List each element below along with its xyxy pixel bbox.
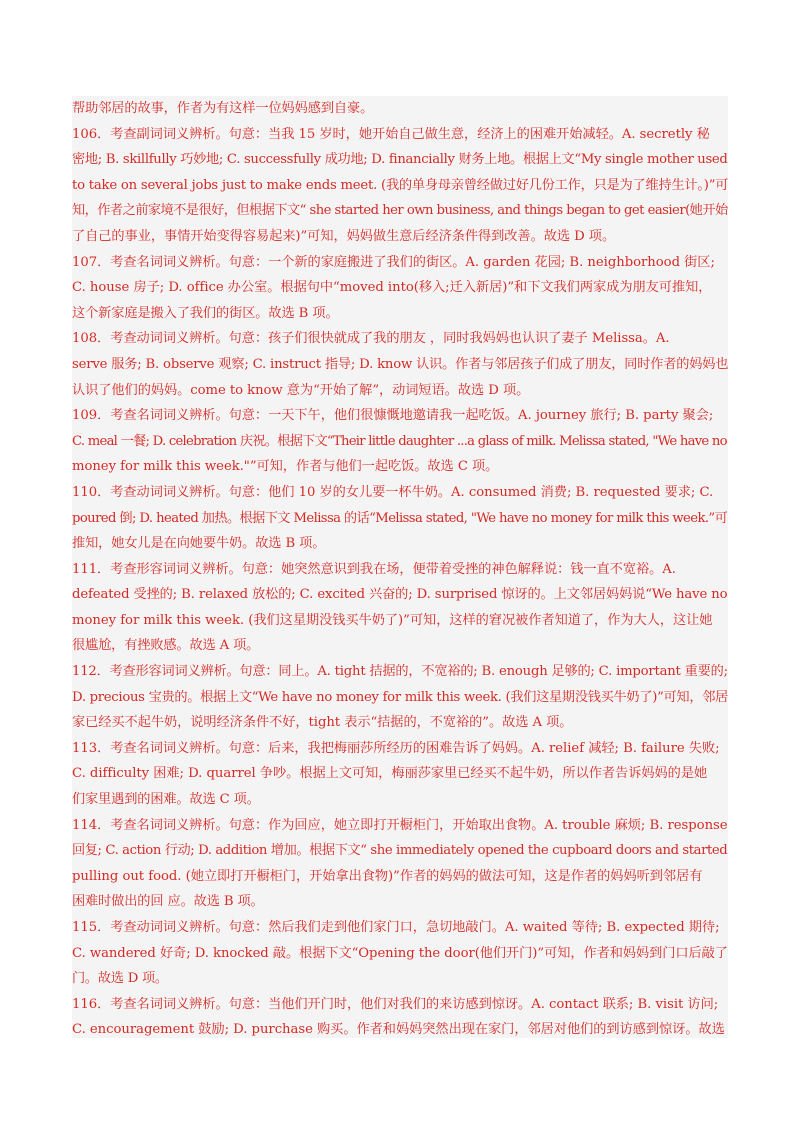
- text-line: 109．考查名词词义辨析。句意：一天下午，他们很慷慨地邀请我一起吃饭。A. journey 旅行; B. party 聚会;: [72, 408, 714, 424]
- text-line: pulling out food. (她立即打开橱柜门，开始拿出食物)”作者的妈妈的做法可知，这是作者的妈妈听到邻居有: [72, 868, 703, 884]
- text-line: to take on several jobs just to make ends meet. (我的单身母亲曾经做过好几份工作，只是为了维持生计。)”可: [72, 177, 728, 193]
- text-line: 困难时做出的回 应。故选 B 项。: [72, 894, 264, 910]
- text-line: C. wandered 好奇; D. knocked 敲。根据下文“Opening the door(他们开门)”可知，作者和妈妈到门口后敲了: [72, 945, 728, 961]
- text-line: 推知，她女儿是在向她要牛奶。故选 B 项。: [72, 536, 326, 552]
- text-line: 很尴尬，有挫败感。故选 A 项。: [72, 638, 260, 654]
- text-line: C. encouragement 鼓励; D. purchase 购买。作者和妈妈突然出现在家门，邻居对他们的到访感到惊讶。故选: [72, 1022, 725, 1038]
- text-line: D. precious 宝贵的。根据上文“We have no money for milk this week. (我们这星期没钱买牛奶了)”可知，邻居: [72, 689, 728, 705]
- text-line: 106．考查副词词义辨析。句意：当我 15 岁时，她开始自己做生意，经济上的困难开始减轻。A. secretly 秘: [72, 126, 710, 142]
- text-line: 115．考查动词词义辨析。句意：然后我们走到他们家门口，急切地敲门。A. waited 等待; B. expected 期待;: [72, 920, 720, 935]
- text-line: money for milk this week."”可知，作者与他们一起吃饭。故选 C 项。: [72, 459, 499, 475]
- document-page: [72, 96, 728, 1038]
- text-line: 了自己的事业，事情开始变得容易起来)”可知，妈妈做生意后经济条件得到改善。故选 D 项。: [72, 228, 616, 244]
- text-line: 这个新家庭是搬入了我们的街区。故选 B 项。: [72, 305, 339, 321]
- text-line: 108．考查动词词义辨析。句意：孩子们很快就成了我的朋友 ，同时我妈妈也认识了妻子 Melissa。A.: [72, 331, 670, 347]
- text-line: 111．考查形容词词义辨析。句意：她突然意识到我在场，便带着受挫的神色解释说：钱一直不宽裕。A.: [72, 561, 676, 577]
- text-line: C. house 房子; D. office 办公室。根据句中“moved into(移入;迁入新居)”和下文我们两家成为朋友可推知，: [72, 280, 712, 296]
- text-line: 们家里遇到的困难。故选 C 项。: [72, 792, 260, 808]
- text-line: 门。故选 D 项。: [72, 971, 168, 987]
- text-line: 112．考查形容词词义辨析。句意：同上。A. tight 拮据的，不宽裕的; B. enough 足够的; C. important 重要的;: [72, 664, 728, 680]
- text-line: 认识了他们的妈妈。come to know 意为“开始了解”，动词短语。故选 D 项。: [72, 382, 530, 398]
- text-line: 知，作者之前家境不是很好，但根据下文“ she started her own business, and things began to get easier(她开始: [72, 203, 728, 219]
- text-line: 113．考查名词词义辨析。句意：后来，我把梅丽莎所经历的困难告诉了妈妈。A. relief 减轻; B. failure 失败;: [72, 740, 720, 756]
- text-line: money for milk this week. (我们这星期没钱买牛奶了)”可知，这样的窘况被作者知道了，作为大人，这让她: [72, 612, 713, 628]
- text-line: poured 倒; D. heated 加热。根据下文 Melissa 的话“Melissa stated, "We have no money for milk this week.”可: [72, 510, 728, 526]
- text-line: 110．考查动词词义辨析。句意：他们 10 岁的女儿要一杯牛奶。A. consumed 消费; B. requested 要求; C.: [72, 484, 714, 500]
- text-line: 帮助邻居的故事，作者为有这样一位妈妈感到自豪。: [72, 101, 374, 116]
- text-line: defeated 受挫的; B. relaxed 放松的; C. excited 兴奋的; D. surprised 惊讶的。上文邻居妈妈说“We have no: [72, 587, 728, 603]
- text-line: serve 服务; B. observe 观察; C. instruct 指导; D. know 认识。作者与邻居孩子们成了朋友，同时作者的妈妈也: [72, 356, 728, 372]
- text-line: C. meal 一餐; D. celebration 庆祝。根据下文“Their little daughter ...a glass of milk. Melissa stated, "We have no: [72, 433, 727, 449]
- text-line: 家已经买不起牛奶，说明经济条件不好，tight 表示“拮据的，不宽裕的”。故选 A 项。: [72, 715, 573, 731]
- text-line: 116．考查名词词义辨析。句意：当他们开门时，他们对我们的来访感到惊讶。A. contact 联系; B. visit 访问;: [72, 996, 719, 1012]
- text-line: 回复; C. action 行动; D. addition 增加。根据下文“ she immediately opened the cupboard doors and started: [72, 843, 728, 859]
- text-line: C. difficulty 困难; D. quarrel 争吵。根据上文可知，梅丽莎家里已经买不起牛奶，所以作者告诉妈妈的是她: [72, 766, 708, 782]
- text-line: 114．考查名词词义辨析。句意：作为回应，她立即打开橱柜门，开始取出食物。A. trouble 麻烦; B. response: [72, 817, 728, 833]
- text-line: 107．考查名词词义辨析。句意：一个新的家庭搬进了我们的街区。A. garden 花园; B. neighborhood 街区;: [72, 254, 715, 270]
- answer-text-block: [72, 96, 728, 1038]
- text-line: 密地; B. skillfully 巧妙地; C. successfully 成功地; D. financially 财务上地。根据上文“My single mother used: [72, 152, 728, 168]
